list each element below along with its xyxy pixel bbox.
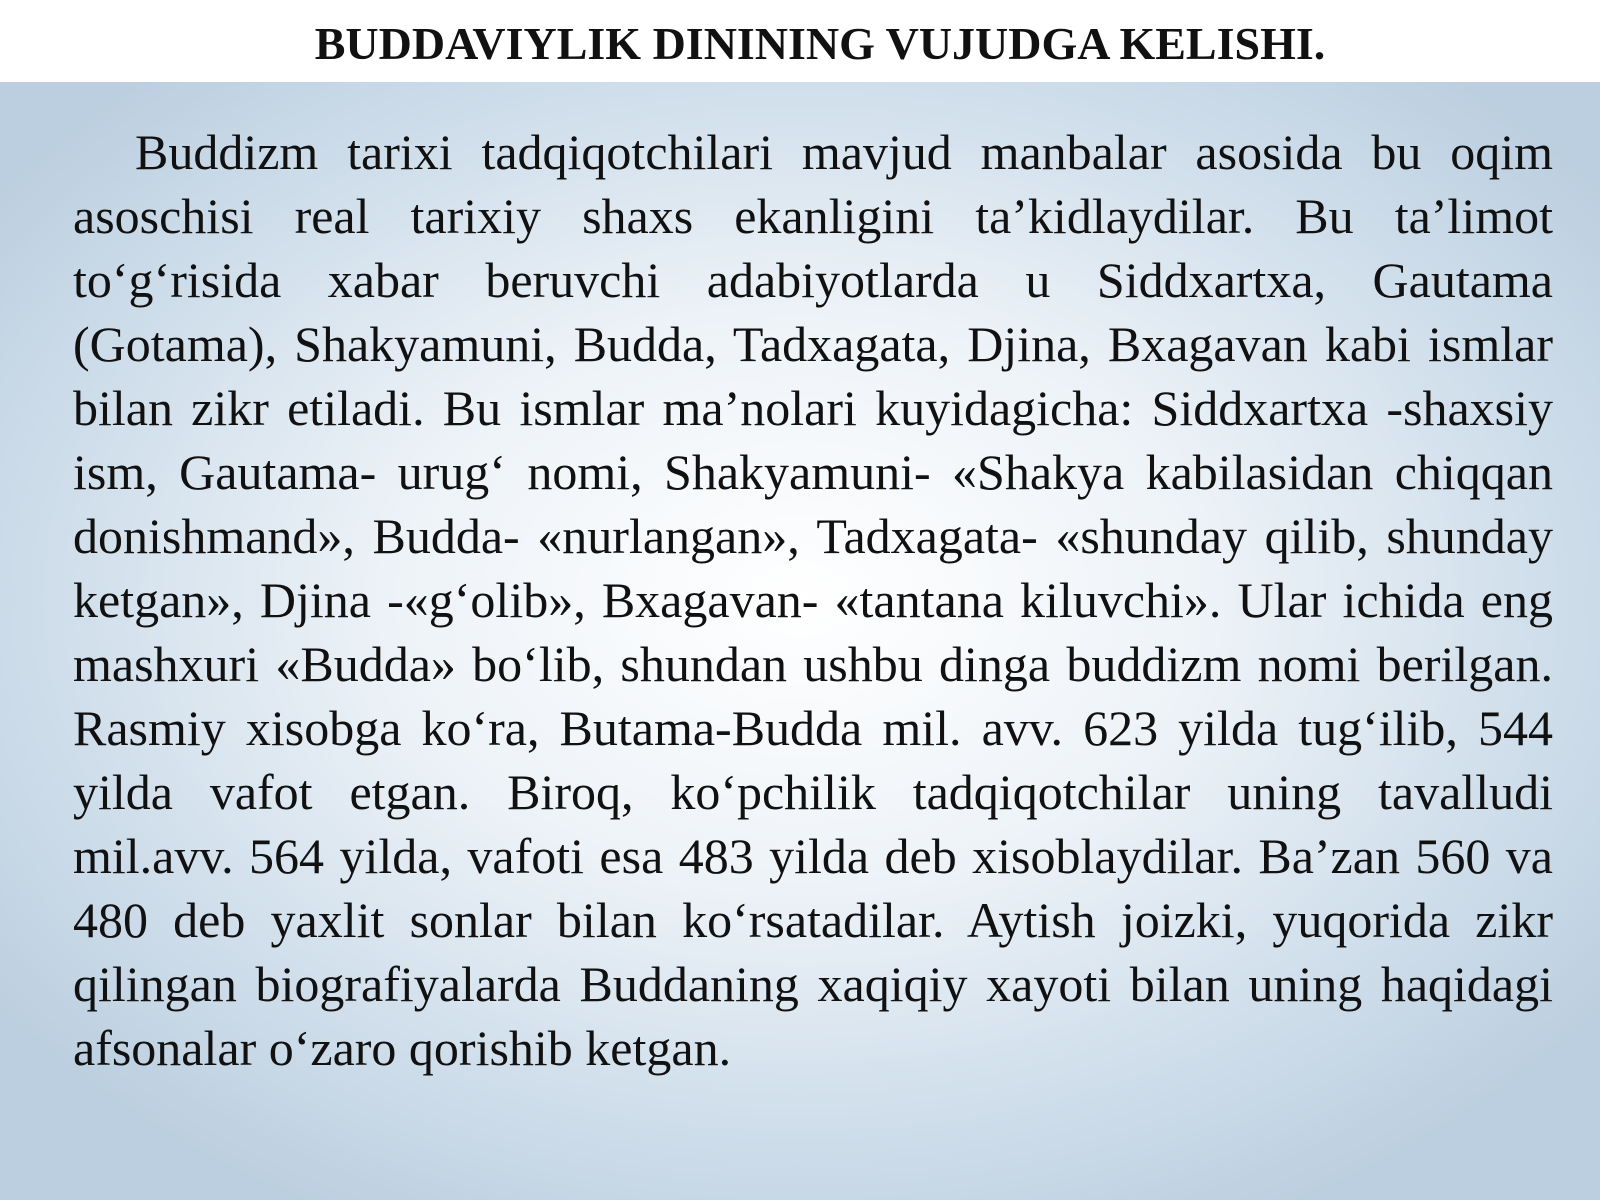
body-paragraph: Buddizm tarixi tadqiqotchilari mavjud manbalar asosida bu oqim asoschisi real tarixiy shaxs ekanligini ta’kidlaydilar. Bu ta’limot to‘g‘risida xabar beruvchi adabiyotlarda u Siddxartxa, Gautama (Gotama), Shakyamuni, Budda, Tadxagata, Djina, Bxagavan kabi ismlar bilan zikr etiladi. Bu ismlar ma’nolari kuyidagicha: Siddxartxa -shaxsiy ism, Gautama- urug‘ nomi, Shakyamuni- «Shakya kabilasidan chiqqan donishmand», Budda- «nurlangan», Tadxagata- «shunday qilib, shunday ketgan», Djina -«g‘olib», Bxagavan- «tantana kiluvchi». Ular ichida eng mashxuri «Budda» bo‘lib, shundan ushbu dinga buddizm nomi berilgan. Rasmiy xisobga ko‘ra, Butama-Budda mil. avv. 623 yilda tug‘ilib, 544 yilda vafot etgan. Biroq, ko‘pchilik tadqiqotchilar uning tavalludi mil.avv. 564 yilda, vafoti esa 483 yilda deb xisoblaydilar. Ba’zan 560 va 480 deb yaxlit sonlar bilan ko‘rsatadilar. Aytish joizki, yuqorida zikr qilingan biografiyalarda Buddaning xaqiqiy xayoti bilan uning haqidagi afsonalar o‘zaro qorishib ketgan. <box>73 124 1553 1076</box>
slide-title: BUDDAVIYLIK DININING VUJUDGA KELISHI. <box>314 18 1326 69</box>
